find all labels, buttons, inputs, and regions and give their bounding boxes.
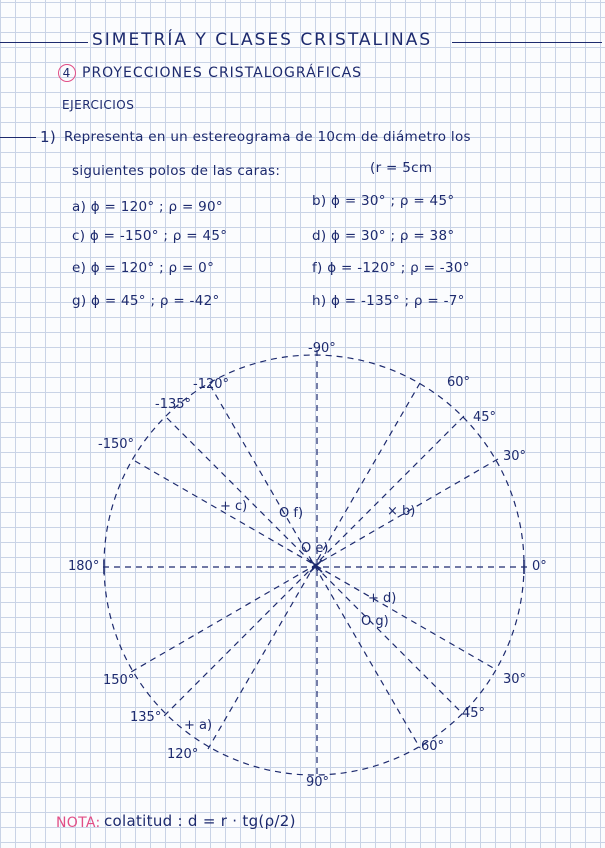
angle-label-0: 0° xyxy=(532,559,547,574)
section-title: PROYECCIONES CRISTALOGRÁFICAS xyxy=(82,65,363,81)
point-d: + d) xyxy=(368,591,397,606)
angle-label-45: 45° xyxy=(473,410,497,425)
angle-label-135: 135° xyxy=(130,710,162,725)
angle-label-minus-90: -90° xyxy=(308,341,336,356)
angle-label-120: 120° xyxy=(167,747,199,762)
angle-label-90: 90° xyxy=(306,775,330,790)
pole-d: d) ϕ = 30° ; ρ = 38° xyxy=(312,228,455,244)
section-number: 4 xyxy=(58,64,76,82)
angle-label-60: 60° xyxy=(447,375,471,390)
exercise-line-2: siguientes polos de las caras: xyxy=(72,163,281,179)
angle-label-minus-135: -135° xyxy=(155,397,192,412)
angle-label-60-lower: 60° xyxy=(421,739,445,754)
note-label: NOTA: xyxy=(56,815,101,831)
point-e: O e) xyxy=(301,541,329,556)
pole-c: c) ϕ = -150° ; ρ = 45° xyxy=(72,228,228,244)
page-title: SIMETRÍA Y CLASES CRISTALINAS xyxy=(92,30,433,50)
angle-label-minus-150: -150° xyxy=(98,437,135,452)
point-c: + c) xyxy=(220,499,248,514)
pole-a: a) ϕ = 120° ; ρ = 90° xyxy=(72,199,223,215)
angle-label-150: 150° xyxy=(103,673,135,688)
angle-label-30: 30° xyxy=(503,449,527,464)
pole-f: f) ϕ = -120° ; ρ = -30° xyxy=(312,260,470,276)
pole-g: g) ϕ = 45° ; ρ = -42° xyxy=(72,293,220,309)
subsection-heading: EJERCICIOS xyxy=(62,98,135,112)
angle-label-180: 180° xyxy=(68,559,100,574)
note-text: colatitud : d = r · tg(ρ/2) xyxy=(104,812,296,830)
point-a: + a) xyxy=(184,718,213,733)
pole-b: b) ϕ = 30° ; ρ = 45° xyxy=(312,193,455,209)
point-g: O g) xyxy=(361,614,389,629)
pole-e: e) ϕ = 120° ; ρ = 0° xyxy=(72,260,215,276)
exercise-line-1: Representa en un estereograma de 10cm de diámetro los xyxy=(64,129,471,145)
angle-label-minus-120: -120° xyxy=(193,377,230,392)
angle-label-30-lower: 30° xyxy=(503,672,527,687)
radius-note: (r = 5cm xyxy=(370,160,433,176)
pole-h: h) ϕ = -135° ; ρ = -7° xyxy=(312,293,465,309)
exercise-number: 1) xyxy=(40,128,56,146)
angle-label-45-lower: 45° xyxy=(462,706,486,721)
point-b: × b) xyxy=(387,504,416,519)
point-f: O f) xyxy=(279,506,304,521)
